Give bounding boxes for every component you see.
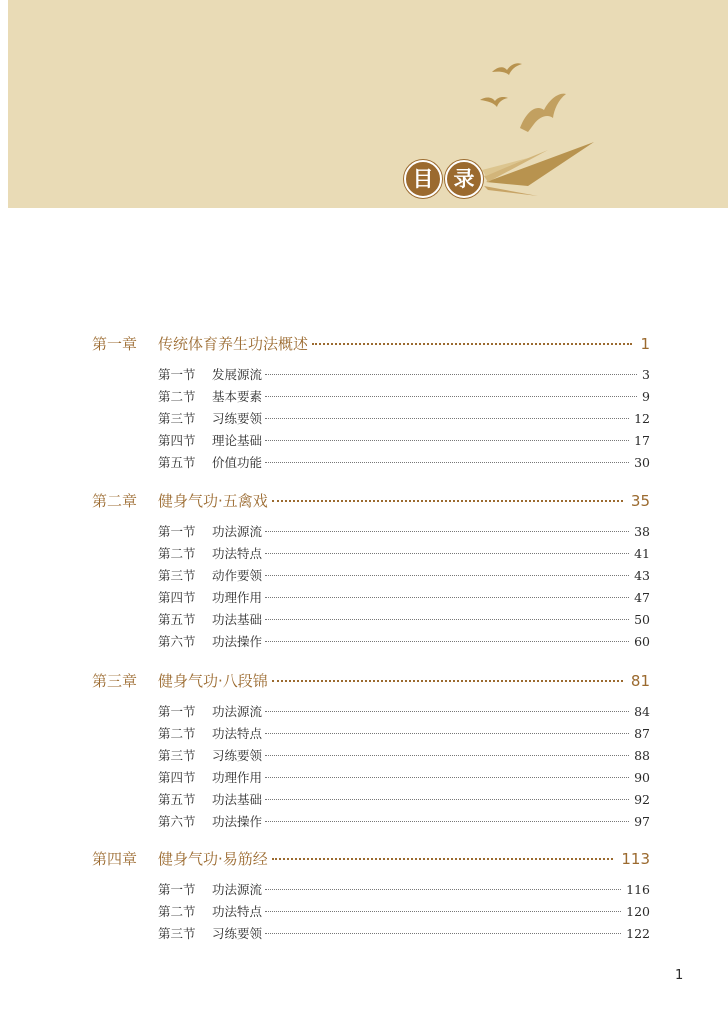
section-number: 第一节 xyxy=(158,367,196,382)
page-number: 1 xyxy=(675,968,684,983)
section-number: 第四节 xyxy=(158,770,196,785)
section-page: 88 xyxy=(634,748,650,763)
section-page: 90 xyxy=(634,770,650,785)
chapter-title: 健身气功·易筋经 xyxy=(158,850,268,868)
section-page: 87 xyxy=(634,726,650,741)
section-title: 发展源流 xyxy=(212,367,263,382)
section-entry[interactable] xyxy=(158,365,650,385)
section-number: 第五节 xyxy=(158,455,196,470)
dot-leader xyxy=(265,597,629,598)
section-title: 理论基础 xyxy=(212,433,263,448)
section-title: 功法操作 xyxy=(212,634,263,649)
section-page: 43 xyxy=(634,568,650,583)
dot-leader xyxy=(265,418,629,419)
dot-leader xyxy=(265,396,637,397)
section-entry[interactable] xyxy=(158,632,650,652)
section-number: 第一节 xyxy=(158,704,196,719)
section-number: 第五节 xyxy=(158,792,196,807)
chapter-entry[interactable] xyxy=(92,490,650,514)
section-title: 功法特点 xyxy=(212,726,263,741)
section-entry[interactable] xyxy=(158,453,650,473)
dot-leader xyxy=(265,531,629,532)
section-entry[interactable] xyxy=(158,522,650,542)
section-page: 47 xyxy=(634,590,650,605)
section-number: 第二节 xyxy=(158,546,196,561)
section-entry[interactable] xyxy=(158,790,650,810)
section-number: 第三节 xyxy=(158,748,196,763)
section-page: 38 xyxy=(634,524,650,539)
dot-leader xyxy=(265,777,629,778)
dot-leader xyxy=(265,374,637,375)
dot-leader xyxy=(265,575,629,576)
section-title: 功法基础 xyxy=(212,792,263,807)
dot-leader xyxy=(265,799,629,800)
section-entry[interactable] xyxy=(158,702,650,722)
section-entry[interactable] xyxy=(158,724,650,744)
dot-leader xyxy=(265,440,629,441)
title-char: 录 xyxy=(445,160,483,198)
section-page: 17 xyxy=(634,433,650,448)
dot-leader xyxy=(272,500,623,502)
section-page: 30 xyxy=(634,455,650,470)
section-title: 习练要领 xyxy=(212,926,263,941)
chapter-title: 传统体育养生功法概述 xyxy=(158,335,309,353)
section-title: 功法源流 xyxy=(212,704,263,719)
section-entry[interactable] xyxy=(158,880,650,900)
section-entry[interactable] xyxy=(158,746,650,766)
dot-leader xyxy=(265,933,621,934)
section-entry[interactable] xyxy=(158,902,650,922)
section-title: 价值功能 xyxy=(212,455,263,470)
section-page: 3 xyxy=(642,367,650,382)
chapter-page: 113 xyxy=(621,850,650,868)
chapter-page: 1 xyxy=(640,335,650,353)
section-entry[interactable] xyxy=(158,431,650,451)
section-page: 84 xyxy=(634,704,650,719)
section-number: 第三节 xyxy=(158,411,196,426)
section-page: 12 xyxy=(634,411,650,426)
dot-leader xyxy=(265,821,629,822)
section-number: 第三节 xyxy=(158,926,196,941)
section-title: 功法操作 xyxy=(212,814,263,829)
chapter-page: 35 xyxy=(630,492,650,510)
section-number: 第二节 xyxy=(158,389,196,404)
section-entry[interactable] xyxy=(158,812,650,832)
section-number: 第六节 xyxy=(158,634,196,649)
chapter-number: 第四章 xyxy=(92,850,138,868)
section-entry[interactable] xyxy=(158,588,650,608)
dot-leader xyxy=(265,462,629,463)
section-page: 92 xyxy=(634,792,650,807)
section-title: 功法基础 xyxy=(212,612,263,627)
dot-leader xyxy=(265,911,621,912)
section-entry[interactable] xyxy=(158,768,650,788)
section-title: 功理作用 xyxy=(212,770,263,785)
section-page: 60 xyxy=(634,634,650,649)
section-number: 第六节 xyxy=(158,814,196,829)
section-entry[interactable] xyxy=(158,387,650,407)
dot-leader xyxy=(265,755,629,756)
section-entry[interactable] xyxy=(158,610,650,630)
section-title: 功理作用 xyxy=(212,590,263,605)
section-page: 120 xyxy=(626,904,650,919)
dot-leader xyxy=(272,858,614,860)
section-entry[interactable] xyxy=(158,566,650,586)
section-title: 动作要领 xyxy=(212,568,263,583)
section-title: 功法特点 xyxy=(212,546,263,561)
dot-leader xyxy=(265,641,629,642)
section-page: 116 xyxy=(626,882,650,897)
section-number: 第三节 xyxy=(158,568,196,583)
chapter-number: 第一章 xyxy=(92,335,138,353)
section-number: 第四节 xyxy=(158,590,196,605)
chapter-entry[interactable] xyxy=(92,670,650,694)
section-number: 第四节 xyxy=(158,433,196,448)
section-number: 第一节 xyxy=(158,882,196,897)
dot-leader xyxy=(272,680,623,682)
chapter-entry[interactable] xyxy=(92,848,650,872)
section-title: 习练要领 xyxy=(212,748,263,763)
chapter-title: 健身气功·五禽戏 xyxy=(158,492,268,510)
section-title: 功法特点 xyxy=(212,904,263,919)
section-page: 50 xyxy=(634,612,650,627)
title-char: 目 xyxy=(404,160,442,198)
section-title: 功法源流 xyxy=(212,882,263,897)
section-page: 9 xyxy=(642,389,650,404)
section-entry[interactable] xyxy=(158,409,650,429)
section-number: 第二节 xyxy=(158,904,196,919)
section-number: 第五节 xyxy=(158,612,196,627)
chapter-number: 第二章 xyxy=(92,492,138,510)
dot-leader xyxy=(265,619,629,620)
section-title: 功法源流 xyxy=(212,524,263,539)
section-title: 习练要领 xyxy=(212,411,263,426)
dot-leader xyxy=(265,711,629,712)
chapter-number: 第三章 xyxy=(92,672,138,690)
dot-leader xyxy=(312,343,632,345)
section-entry[interactable] xyxy=(158,544,650,564)
section-page: 41 xyxy=(634,546,650,561)
chapter-page: 81 xyxy=(630,672,650,690)
section-number: 第一节 xyxy=(158,524,196,539)
section-page: 97 xyxy=(634,814,650,829)
dot-leader xyxy=(265,553,629,554)
section-number: 第二节 xyxy=(158,726,196,741)
section-page: 122 xyxy=(626,926,650,941)
chapter-entry[interactable] xyxy=(92,333,650,357)
chapter-title: 健身气功·八段锦 xyxy=(158,672,268,690)
section-title: 基本要素 xyxy=(212,389,263,404)
dot-leader xyxy=(265,733,629,734)
section-entry[interactable] xyxy=(158,924,650,944)
dot-leader xyxy=(265,889,621,890)
